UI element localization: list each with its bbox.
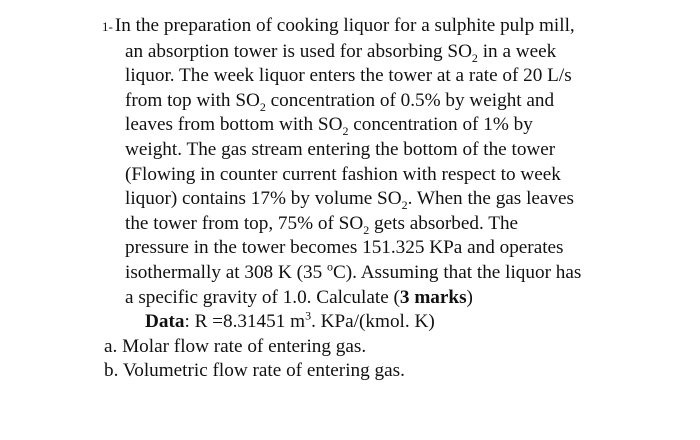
- question-line-4: from top with $SO_2$ concentration of 0.5% by weight and: [125, 89, 555, 114]
- question-number: 1-: [102, 19, 113, 34]
- question-line-9: the tower from top, 75% of $SO_2$ gets absorbed. The: [125, 212, 519, 237]
- question-line-3: liquor. The week liquor enters the tower at a rate of 20 L/s: [125, 65, 572, 87]
- question-line-11: isothermally at 308 K (35 $^o$C). Assuming that the liquor has: [125, 259, 582, 283]
- question-line-5: leaves from bottom with $SO_2$ concentration of 1% by: [125, 114, 533, 139]
- question-line-6: weight. The gas stream entering the bottom of the tower: [125, 138, 556, 160]
- question-line-7: (Flowing in counter current fashion with respect to week: [125, 163, 561, 185]
- question-line-8: liquor) contains 17% by volume $SO_2$. When the gas leaves: [125, 188, 575, 212]
- question-line-10: pressure in the tower becomes 151.325 KPa and operates: [125, 237, 564, 259]
- question-line-12: a specific gravity of 1.0. Calculate (3 marks): [125, 286, 473, 308]
- problem-statement: [102, 14, 682, 384]
- marks-label: 3 marks: [399, 286, 467, 308]
- part-b: b. Volumetric flow rate of entering gas.: [104, 360, 405, 382]
- question-line-2: an absorption tower is used for absorbing $SO_2$ in a week: [125, 40, 557, 65]
- data-line: Data: R =8.31451 $m^3$. KPa/(kmol. K): [145, 308, 435, 333]
- part-a: a. Molar flow rate of entering gas.: [104, 335, 367, 357]
- question-line-1: 1- In the preparation of cooking liquor for a sulphite pulp mill,: [102, 14, 682, 40]
- data-label: Data: [145, 311, 185, 333]
